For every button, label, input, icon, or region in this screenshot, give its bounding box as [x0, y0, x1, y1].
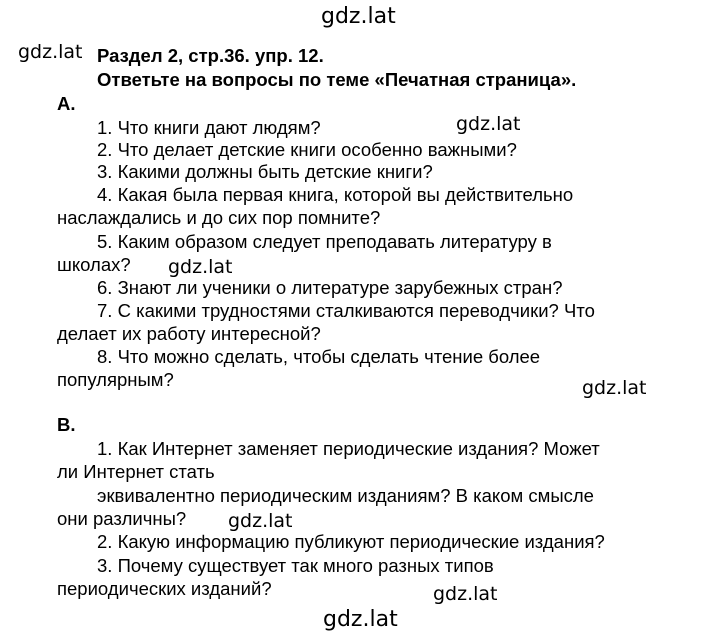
part-a-line: популярным? [57, 369, 174, 390]
part-b-label: В. [57, 414, 76, 435]
part-a-line: 1. Что книги дают людям? [97, 117, 321, 138]
part-b-line: ли Интернет стать [57, 461, 215, 482]
task-heading: Ответьте на вопросы по теме «Печатная страница». [97, 69, 577, 90]
watermark-left: gdz.lat [18, 41, 83, 63]
watermark-right: gdz.lat [582, 377, 647, 399]
part-a-line: 3. Какими должны быть детские книги? [97, 161, 433, 182]
part-b-line: они различны? [57, 508, 187, 529]
part-a-line: 8. Что можно сделать, чтобы сделать чтение более [97, 346, 541, 367]
watermark-part-b: gdz.lat [228, 510, 293, 532]
part-a-line: школах? [57, 254, 131, 275]
part-a-line: 6. Знают ли ученики о литературе зарубежных стран? [97, 277, 563, 298]
watermark-bottom-right: gdz.lat [433, 583, 498, 605]
part-a-line: 4. Какая была первая книга, которой вы действительно [97, 184, 574, 205]
part-a-line: наслаждались и до сих пор помните? [57, 207, 381, 228]
part-b-line: 3. Почему существует так много разных типов [97, 555, 494, 576]
watermark-schools: gdz.lat [168, 256, 233, 278]
watermark-question-1: gdz.lat [456, 113, 521, 135]
part-b-line: 1. Как Интернет заменяет периодические издания? Может [97, 438, 600, 459]
part-a-label: А. [57, 93, 76, 114]
part-b-line: 2. Какую информацию публикуют периодические издания? [97, 531, 605, 552]
watermark-top: gdz.lat [321, 4, 396, 29]
watermark-bottom: gdz.lat [323, 607, 398, 632]
section-heading: Раздел 2, стр.36. упр. 12. [97, 45, 324, 66]
part-a-line: 7. С какими трудностями сталкиваются переводчики? Что [97, 300, 595, 321]
part-b-line: эквивалентно периодическим изданиям? В каком смысле [97, 485, 594, 506]
part-a-line: 5. Каким образом следует преподавать литературу в [97, 231, 552, 252]
part-a-line: 2. Что делает детские книги особенно важными? [97, 139, 517, 160]
part-b-line: периодических изданий? [57, 578, 272, 599]
part-a-line: делает их работу интересной? [57, 323, 321, 344]
